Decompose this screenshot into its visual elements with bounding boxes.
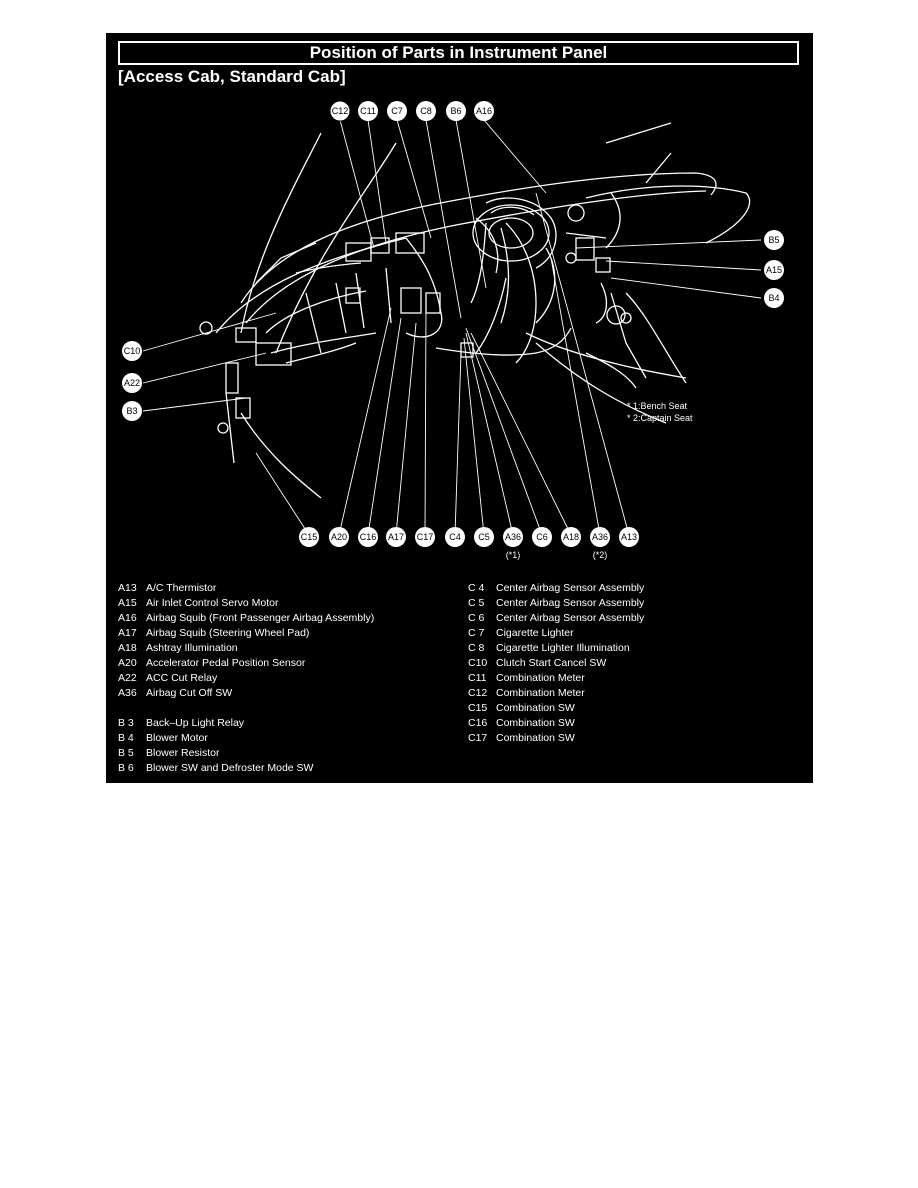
callout-C11[interactable] [358, 101, 378, 121]
svg-text:C12: C12 [331, 106, 349, 116]
page-subtitle: [Access Cab, Standard Cab] [118, 67, 346, 86]
callouts-bottom [299, 527, 639, 560]
legend-item [118, 686, 232, 701]
legend-label: Combination SW [496, 732, 575, 744]
legend-label: Accelerator Pedal Position Sensor [146, 657, 306, 669]
legend-code: C 5 [468, 597, 485, 609]
callout-note-bench: (*1) [505, 550, 521, 560]
legend-label: Air Inlet Control Servo Motor [146, 597, 279, 609]
legend-code: C 4 [468, 582, 485, 594]
callout-C7[interactable] [387, 101, 407, 121]
svg-text:A36: A36 [504, 532, 522, 542]
legend-code: A15 [118, 597, 137, 609]
callout-note-captain: (*2) [592, 550, 608, 560]
legend-label: Blower SW and Defroster Mode SW [146, 762, 314, 774]
legend-item [118, 701, 146, 716]
callout-B5[interactable] [764, 230, 784, 250]
legend-item [468, 701, 575, 716]
legend-label: Center Airbag Sensor Assembly [496, 597, 645, 609]
callout-B6[interactable] [446, 101, 466, 121]
legend-item [118, 716, 244, 731]
legend-code: B 3 [118, 717, 134, 729]
page-title: Position of Parts in Instrument Panel [118, 41, 799, 65]
legend-code: C 7 [468, 627, 485, 639]
legend-code: C12 [468, 687, 488, 699]
legend-label: Center Airbag Sensor Assembly [496, 612, 645, 624]
callout-A20[interactable] [329, 527, 349, 547]
legend-label: Ashtray Illumination [146, 642, 238, 654]
legend-item [118, 761, 313, 776]
legend-label: Blower Motor [146, 732, 208, 744]
legend-item [118, 626, 309, 641]
legend-item [468, 626, 574, 641]
legend-item [468, 671, 585, 686]
callout-A36-captain[interactable] [590, 527, 610, 547]
svg-text:B3: B3 [126, 406, 138, 416]
legend-label: Airbag Cut Off SW [146, 687, 233, 699]
callout-C17[interactable] [415, 527, 435, 547]
callout-C15[interactable] [299, 527, 319, 547]
svg-text:C10: C10 [123, 346, 141, 356]
legend-code: A20 [118, 657, 137, 669]
callout-C12[interactable] [330, 101, 350, 121]
callout-C4[interactable] [445, 527, 465, 547]
svg-text:C16: C16 [359, 532, 377, 542]
callout-A36-bench[interactable] [503, 527, 523, 547]
legend-label: A/C Thermistor [146, 582, 217, 594]
svg-text:C5: C5 [478, 532, 490, 542]
svg-text:A22: A22 [123, 378, 141, 388]
callout-A15[interactable] [764, 260, 784, 280]
legend-item [468, 731, 575, 746]
legend-item [118, 611, 374, 626]
legend-code: C17 [468, 732, 488, 744]
svg-text:A13: A13 [620, 532, 638, 542]
callout-B3[interactable] [122, 401, 142, 421]
legend-code: C15 [468, 702, 488, 714]
legend-label: Blower Resistor [146, 747, 220, 759]
callouts-left [122, 341, 142, 421]
legend-label: Combination SW [496, 702, 575, 714]
svg-text:C8: C8 [420, 106, 432, 116]
svg-text:C17: C17 [416, 532, 434, 542]
legend-item [118, 641, 238, 656]
svg-text:A17: A17 [387, 532, 405, 542]
legend-code: A36 [118, 687, 137, 699]
svg-text:C7: C7 [391, 106, 403, 116]
diagram-panel [106, 33, 813, 783]
callout-A22[interactable] [122, 373, 142, 393]
legend-item [468, 596, 644, 611]
svg-text:A15: A15 [765, 265, 783, 275]
callout-C16[interactable] [358, 527, 378, 547]
legend-code: A17 [118, 627, 137, 639]
callout-C5[interactable] [474, 527, 494, 547]
legend-item [118, 656, 305, 671]
legend-label: Airbag Squib (Front Passenger Airbag Assembly) [146, 612, 375, 624]
legend-item [468, 716, 575, 731]
legend-code: B 5 [118, 747, 134, 759]
legend-code: A18 [118, 642, 137, 654]
legend-item [118, 581, 216, 596]
callout-C6[interactable] [532, 527, 552, 547]
legend-code: B 4 [118, 732, 134, 744]
legend-code: A13 [118, 582, 137, 594]
svg-text:B6: B6 [450, 106, 462, 116]
callout-A16[interactable] [474, 101, 494, 121]
legend-code: C 8 [468, 642, 485, 654]
legend-label: Center Airbag Sensor Assembly [496, 582, 645, 594]
svg-text:B5: B5 [768, 235, 780, 245]
svg-text:C4: C4 [449, 532, 461, 542]
legend-item [118, 671, 217, 686]
legend-item [468, 656, 606, 671]
legend-label: Clutch Start Cancel SW [496, 657, 607, 669]
svg-text:C6: C6 [536, 532, 548, 542]
legend-label: Airbag Squib (Steering Wheel Pad) [146, 627, 310, 639]
callouts-right [764, 230, 784, 308]
note-bench-seat: * 1:Bench Seat [627, 401, 688, 411]
svg-text:A18: A18 [562, 532, 580, 542]
legend-label: Combination Meter [496, 687, 585, 699]
svg-text:A16: A16 [475, 106, 493, 116]
legend-code: A22 [118, 672, 137, 684]
callout-A18[interactable] [561, 527, 581, 547]
legend-code: C16 [468, 717, 488, 729]
legend-label: Combination SW [496, 717, 575, 729]
legend-code: C 6 [468, 612, 485, 624]
legend-item [118, 746, 220, 761]
legend-item [468, 581, 644, 596]
callout-C10[interactable] [122, 341, 142, 361]
legend-item [468, 611, 644, 626]
legend-code: A16 [118, 612, 137, 624]
callout-A17[interactable] [386, 527, 406, 547]
callout-A13[interactable] [619, 527, 639, 547]
legend-code: C11 [468, 672, 487, 684]
callout-B4[interactable] [764, 288, 784, 308]
legend-label: Combination Meter [496, 672, 585, 684]
note-captain-seat: * 2:Captain Seat [627, 413, 693, 423]
svg-text:C15: C15 [300, 532, 318, 542]
callouts-top [330, 101, 494, 121]
callout-C8[interactable] [416, 101, 436, 121]
svg-text:C11: C11 [360, 106, 376, 116]
legend-code: C10 [468, 657, 488, 669]
legend-item [468, 641, 630, 656]
svg-text:A36: A36 [591, 532, 609, 542]
svg-text:A20: A20 [330, 532, 348, 542]
legend-code: B 6 [118, 762, 134, 774]
legend-label: Back–Up Light Relay [146, 717, 245, 729]
legend-label: Cigarette Lighter Illumination [496, 642, 630, 654]
legend-item [118, 731, 208, 746]
svg-text:B4: B4 [768, 293, 780, 303]
legend-item [468, 686, 585, 701]
legend-label: ACC Cut Relay [146, 672, 218, 684]
legend-label: Cigarette Lighter [496, 627, 574, 639]
legend-item [118, 596, 278, 611]
